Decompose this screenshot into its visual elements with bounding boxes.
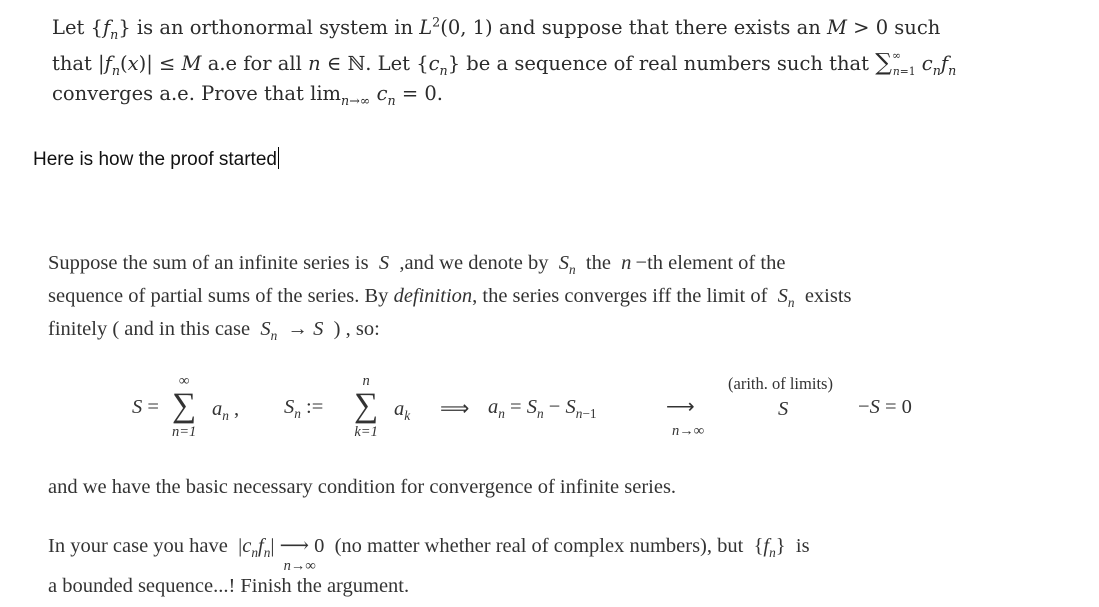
eq-s-equals: S = (132, 396, 159, 418)
eq-an-diff: $a_n = S_n - S_{n-1}$ (488, 396, 597, 422)
proof-paragraph-2: and we have the basic necessary condition for convergence of infinite series. (48, 476, 677, 498)
proof-line-2: sequence of partial sums of the series. By definition, the series converges iff the limit of $S_n$ exists (48, 285, 852, 311)
eq-limit-subscript: n→∞ (672, 423, 705, 439)
proof-line-p3-2: a bounded sequence...! Finish the argument. (48, 575, 410, 597)
problem-line-3: converges a.e. Prove that $\lim_{n\to\infty} c_n = 0$. (52, 82, 443, 108)
eq-annotation: (arith. of limits) (728, 374, 833, 393)
eq-sn-def: $S_n$ := (284, 396, 324, 422)
display-equation (132, 372, 1032, 452)
eq-implies: ⟹ (440, 398, 470, 420)
prompt-label: Here is how the proof started (33, 149, 277, 170)
eq-a-k: $a_k$ (394, 398, 411, 424)
problem-line-2: that $|f_n(x)| \le M$ a.e for all n ∈ ℕ. Let $\{c_n\}$ be a sequence of real numbers such that $\sum^\infty_{n=1}$ $c_nf_n$ (52, 48, 957, 78)
eq-sum-k: n ∑ k=1 (354, 373, 379, 440)
proof-line-3: finitely ( and in this case $S_n \to S$ ) , so: (48, 318, 380, 344)
eq-s-value: S (778, 398, 789, 420)
eq-minus-s: −S = 0 (858, 396, 912, 418)
eq-a-n: $a_n$ , (212, 398, 240, 424)
proof-line-p3-1: In your case you have $|c_nf_n|$ ⟶ n→∞ 0 (no matter whether real of complex numbers), but $\{f_n\}$ is (48, 535, 810, 574)
prompt-text[interactable] (33, 147, 279, 171)
eq-limit-arrow: ⟶ (666, 396, 695, 418)
text-cursor (278, 147, 279, 169)
problem-line-1: Let $\{f_n\}$ is an orthonormal system in $L^2(0$, 1) and suppose that there exists an M > 0 such (52, 14, 941, 42)
proof-line-1: Suppose the sum of an infinite series is S ,and we denote by $S_n$ the n −th element of the (48, 252, 786, 278)
eq-sum-n: ∞ ∑ n=1 (172, 373, 197, 440)
